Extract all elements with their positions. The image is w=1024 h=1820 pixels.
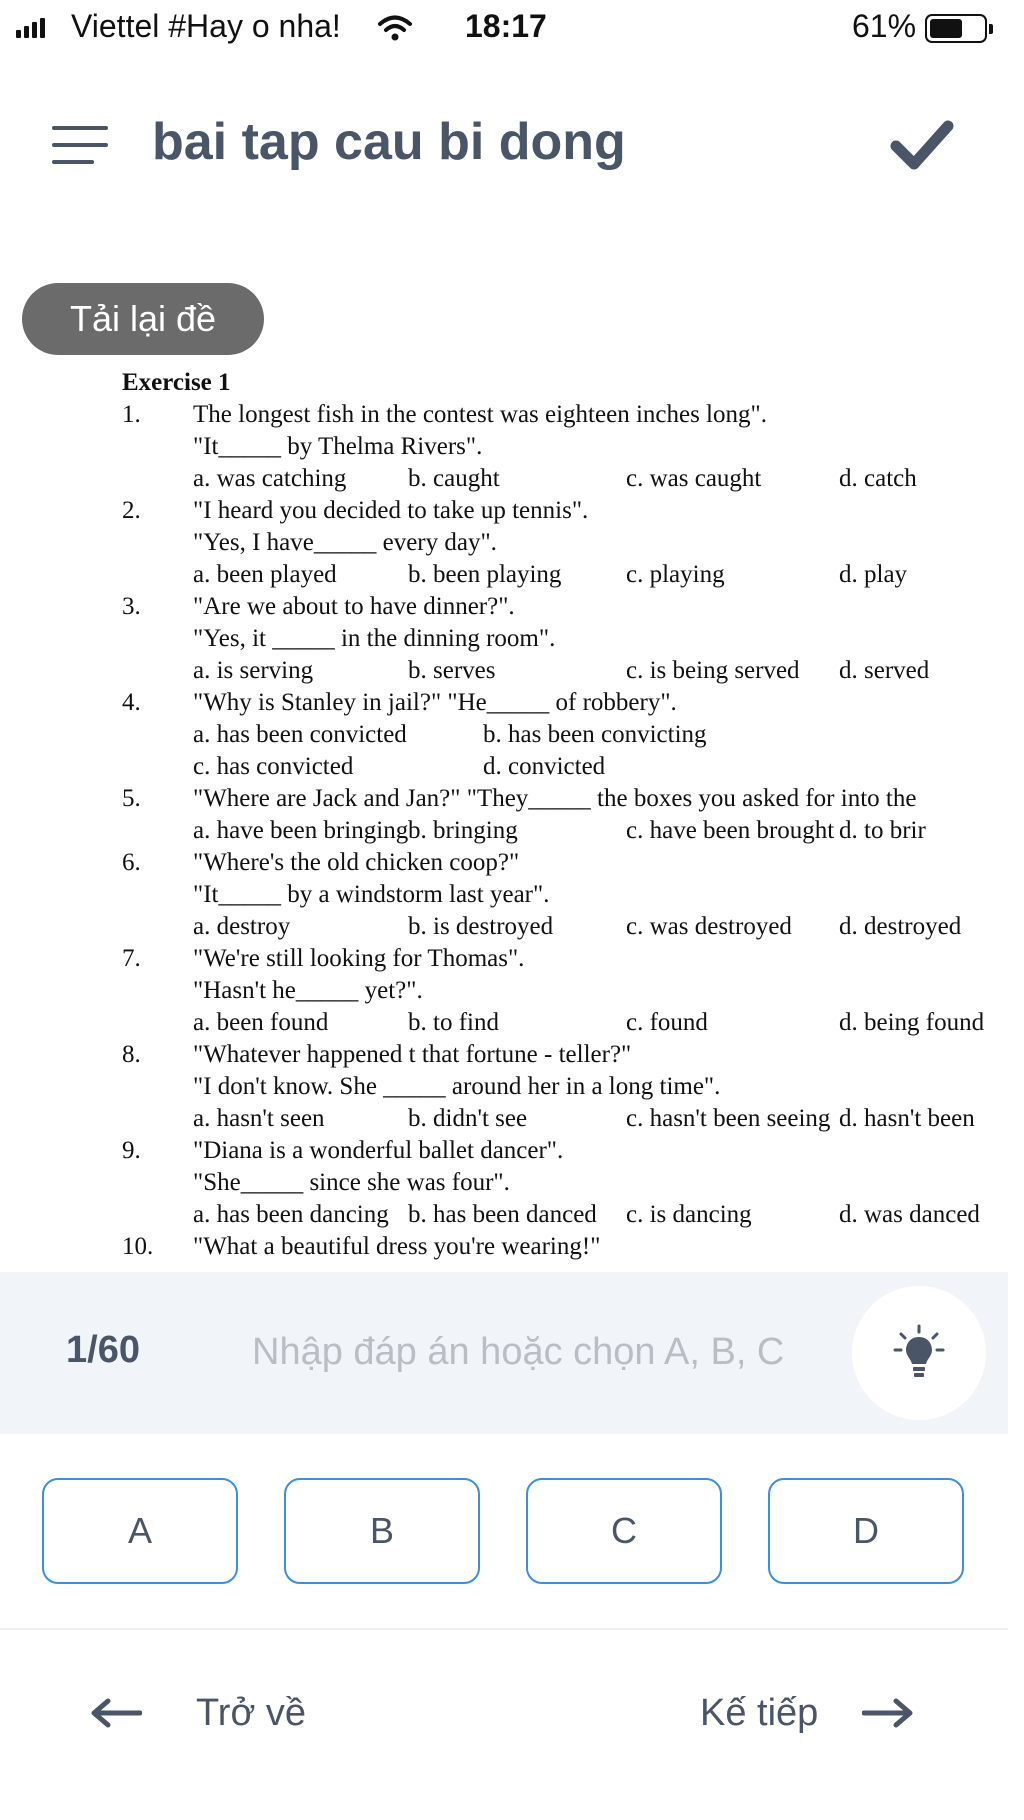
option-row bbox=[193, 463, 1002, 495]
question-text: "Where's the old chicken coop?" bbox=[193, 849, 520, 876]
answer-option: c. hasn't been seeing bbox=[626, 1105, 831, 1132]
answer-option: d. destroyed bbox=[839, 913, 962, 940]
battery-percent: 61% bbox=[852, 8, 917, 44]
question-number: 3. bbox=[122, 593, 141, 620]
battery-tip bbox=[989, 24, 993, 34]
wifi-icon bbox=[378, 14, 412, 42]
exercise-title: Exercise 1 bbox=[122, 369, 231, 396]
answer-option: a. has been convicted bbox=[193, 721, 407, 748]
header bbox=[0, 90, 1024, 200]
answer-option: d. convicted bbox=[483, 753, 606, 780]
question-row bbox=[122, 623, 1002, 655]
hint-button[interactable] bbox=[852, 1286, 986, 1420]
question-text: "Diana is a wonderful ballet dancer". bbox=[193, 1137, 564, 1164]
answer-option: b. didn't see bbox=[408, 1105, 528, 1132]
answer-option: d. to brir bbox=[839, 817, 926, 844]
hamburger-menu-icon[interactable] bbox=[52, 126, 108, 166]
answer-option: b. serves bbox=[408, 657, 496, 684]
question-row bbox=[122, 431, 1002, 463]
question-row bbox=[122, 1071, 1002, 1103]
option-row bbox=[193, 559, 1002, 591]
arrow-right-icon bbox=[862, 1698, 914, 1728]
page-title: bai tap cau bi dong bbox=[152, 113, 626, 171]
answer-option: c. is dancing bbox=[626, 1201, 752, 1228]
option-row bbox=[193, 1199, 1002, 1231]
question-number bbox=[122, 431, 193, 463]
question-number bbox=[122, 623, 193, 655]
question-list bbox=[122, 399, 1002, 1263]
question-row bbox=[122, 687, 1002, 719]
question-row bbox=[122, 1135, 1002, 1167]
choice-d-button[interactable]: D bbox=[768, 1478, 964, 1584]
question-progress: 1/60 bbox=[66, 1329, 140, 1371]
question-number bbox=[122, 975, 193, 1007]
question-row bbox=[122, 1231, 1002, 1263]
answer-option: b. is destroyed bbox=[408, 913, 554, 940]
option-row bbox=[193, 751, 1002, 783]
choice-b-button[interactable]: B bbox=[284, 1478, 480, 1584]
choice-a-button[interactable]: A bbox=[42, 1478, 238, 1584]
question-text: "Yes, I have_____ every day". bbox=[193, 529, 497, 556]
answer-option: b. caught bbox=[408, 465, 500, 492]
question-number bbox=[122, 1167, 193, 1199]
answer-option: b. been playing bbox=[408, 561, 562, 588]
answer-option: b. has been danced bbox=[408, 1201, 597, 1228]
question-number: 6. bbox=[122, 849, 141, 876]
question-text: "We're still looking for Thomas". bbox=[193, 945, 525, 972]
question-text: "Why is Stanley in jail?" "He_____ of robbery". bbox=[193, 689, 677, 716]
signal-bars-icon bbox=[16, 18, 45, 38]
answer-option: d. was danced bbox=[839, 1201, 980, 1228]
answer-option: c. was destroyed bbox=[626, 913, 792, 940]
answer-option: c. found bbox=[626, 1009, 708, 1036]
question-text: "What a beautiful dress you're wearing!" bbox=[193, 1233, 601, 1260]
choice-c-button[interactable]: C bbox=[526, 1478, 722, 1584]
question-text: "Whatever happened t that fortune - teller?" bbox=[193, 1041, 632, 1068]
answer-option: d. served bbox=[839, 657, 930, 684]
answer-option: a. is serving bbox=[193, 657, 314, 684]
question-number: 1. bbox=[122, 401, 141, 428]
question-text: "Yes, it _____ in the dinning room". bbox=[193, 625, 556, 652]
answer-option: d. being found bbox=[839, 1009, 985, 1036]
option-row bbox=[193, 911, 1002, 943]
question-text: "I heard you decided to take up tennis". bbox=[193, 497, 589, 524]
option-row bbox=[193, 719, 1002, 751]
next-button[interactable] bbox=[700, 1678, 914, 1748]
option-row bbox=[193, 1007, 1002, 1039]
question-row bbox=[122, 975, 1002, 1007]
lightbulb-icon bbox=[889, 1322, 949, 1382]
answer-option: a. has been dancing bbox=[193, 1201, 389, 1228]
status-bar bbox=[0, 0, 1024, 56]
answer-option: d. hasn't been bbox=[839, 1105, 975, 1132]
option-row bbox=[193, 655, 1002, 687]
back-label: Trở về bbox=[196, 1691, 307, 1734]
answer-option: a. have been bringing bbox=[193, 817, 409, 844]
question-number bbox=[122, 527, 193, 559]
question-number: 2. bbox=[122, 497, 141, 524]
answer-option: c. has convicted bbox=[193, 753, 354, 780]
answer-input[interactable] bbox=[252, 1318, 812, 1386]
checkmark-icon[interactable] bbox=[890, 118, 954, 172]
option-row bbox=[193, 815, 1002, 847]
answer-option: c. playing bbox=[626, 561, 725, 588]
question-number: 5. bbox=[122, 785, 141, 812]
question-row bbox=[122, 1039, 1002, 1071]
question-number: 9. bbox=[122, 1137, 141, 1164]
reload-exercise-button[interactable]: Tải lại đề bbox=[22, 283, 264, 355]
question-number: 4. bbox=[122, 689, 141, 716]
answer-option: a. destroy bbox=[193, 913, 291, 940]
battery-icon bbox=[925, 14, 987, 43]
divider bbox=[0, 1628, 1008, 1630]
question-number bbox=[122, 879, 193, 911]
answer-option: a. been found bbox=[193, 1009, 329, 1036]
question-text: "Hasn't he_____ yet?". bbox=[193, 977, 423, 1004]
answer-option: b. to find bbox=[408, 1009, 499, 1036]
answer-option: a. hasn't seen bbox=[193, 1105, 325, 1132]
answer-option: a. was catching bbox=[193, 465, 347, 492]
question-text: "It_____ by a windstorm last year". bbox=[193, 881, 550, 908]
exercise-document bbox=[122, 367, 1002, 1272]
option-row bbox=[193, 1103, 1002, 1135]
question-text: "I don't know. She _____ around her in a long time". bbox=[193, 1073, 721, 1100]
carrier-name: Viettel #Hay o nha! bbox=[71, 8, 341, 44]
next-label: Kế tiếp bbox=[700, 1691, 819, 1734]
question-number bbox=[122, 1071, 193, 1103]
clock: 18:17 bbox=[465, 8, 547, 44]
answer-option: c. have been brought bbox=[626, 817, 835, 844]
question-row bbox=[122, 527, 1002, 559]
question-text: "She_____ since she was four". bbox=[193, 1169, 510, 1196]
question-row bbox=[122, 943, 1002, 975]
question-number: 10. bbox=[122, 1233, 154, 1260]
question-row bbox=[122, 1167, 1002, 1199]
question-text: The longest fish in the contest was eighteen inches long". bbox=[193, 401, 767, 428]
answer-option: b. bringing bbox=[408, 817, 518, 844]
question-text: "It_____ by Thelma Rivers". bbox=[193, 433, 483, 460]
question-number: 7. bbox=[122, 945, 141, 972]
answer-option: c. is being served bbox=[626, 657, 800, 684]
question-row bbox=[122, 783, 1002, 815]
answer-option: c. was caught bbox=[626, 465, 762, 492]
answer-option: d. play bbox=[839, 561, 908, 588]
answer-option: a. been played bbox=[193, 561, 337, 588]
question-row bbox=[122, 591, 1002, 623]
question-row bbox=[122, 399, 1002, 431]
question-row bbox=[122, 847, 1002, 879]
arrow-left-icon bbox=[90, 1698, 142, 1728]
question-row bbox=[122, 495, 1002, 527]
answer-option: d. catch bbox=[839, 465, 917, 492]
question-text: "Where are Jack and Jan?" "They_____ the boxes you asked for into the bbox=[193, 785, 917, 812]
question-row bbox=[122, 879, 1002, 911]
question-number: 8. bbox=[122, 1041, 141, 1068]
answer-bar bbox=[0, 1272, 1008, 1434]
answer-option: b. has been convicting bbox=[483, 721, 707, 748]
question-text: "Are we about to have dinner?". bbox=[193, 593, 515, 620]
back-button[interactable] bbox=[90, 1678, 306, 1748]
